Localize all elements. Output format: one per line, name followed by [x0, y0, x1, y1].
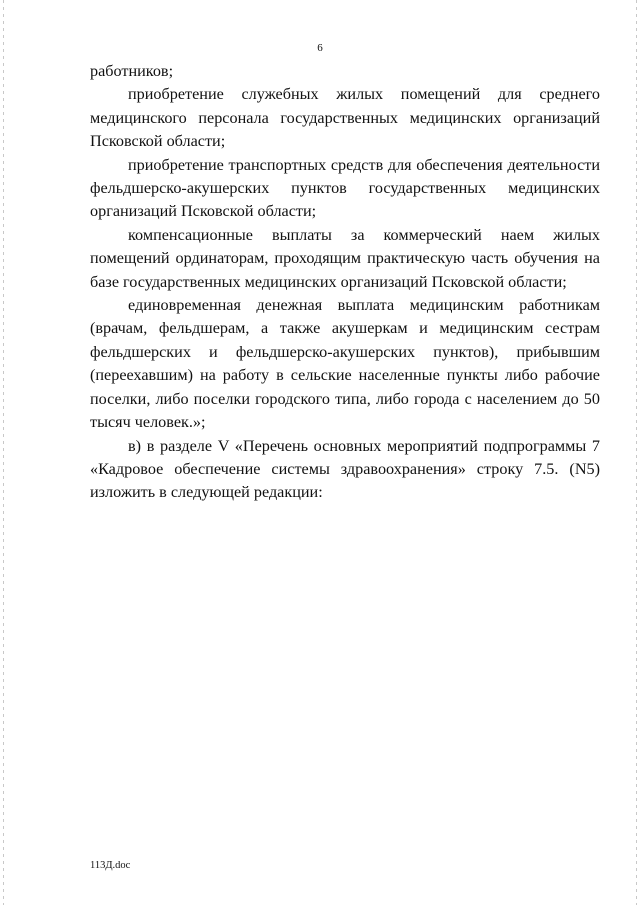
paragraph-housing-purchase: приобретение служебных жилых помещений для среднего медицинского персонала государственных медицинских организаций Псковской области; [90, 85, 600, 151]
paragraph-lump-sum-payment: единовременная денежная выплата медицинским работникам (врачам, фельдшерам, а также акушеркам и медицинским сестрам фельдшерских и фельдшерско-акушерских пунктов), прибывшим (переехавшим) на работу в сельские населенные пункты либо рабочие поселки, либо поселки городского типа, либо города с населением до 50 тысяч человек.»; [90, 296, 600, 432]
paragraph-compensation-payments: компенсационные выплаты за коммерческий наем жилых помещений ординаторам, проходящим практическую часть обучения на базе государственных медицинских организаций Псковской области; [90, 225, 600, 291]
scan-edge-right [636, 0, 637, 905]
paragraph-amendment-instruction: в) в разделе V «Перечень основных мероприятий подпрограммы 7 «Кадровое обеспечение системы здравоохранения» строку 7.5. (N5) изложить в следующей редакции: [90, 436, 600, 502]
paragraph-transport-purchase: приобретение транспортных средств для обеспечения деятельности фельдшерско-акушерских пунктов государственных медицинских организаций Псковской области; [90, 155, 600, 221]
document-body [90, 60, 600, 505]
page-number: 6 [317, 42, 323, 54]
footer-filename: 113Д.doc [90, 860, 131, 871]
paragraph-continuation: работников; [90, 62, 174, 80]
scan-edge-left [3, 0, 4, 905]
